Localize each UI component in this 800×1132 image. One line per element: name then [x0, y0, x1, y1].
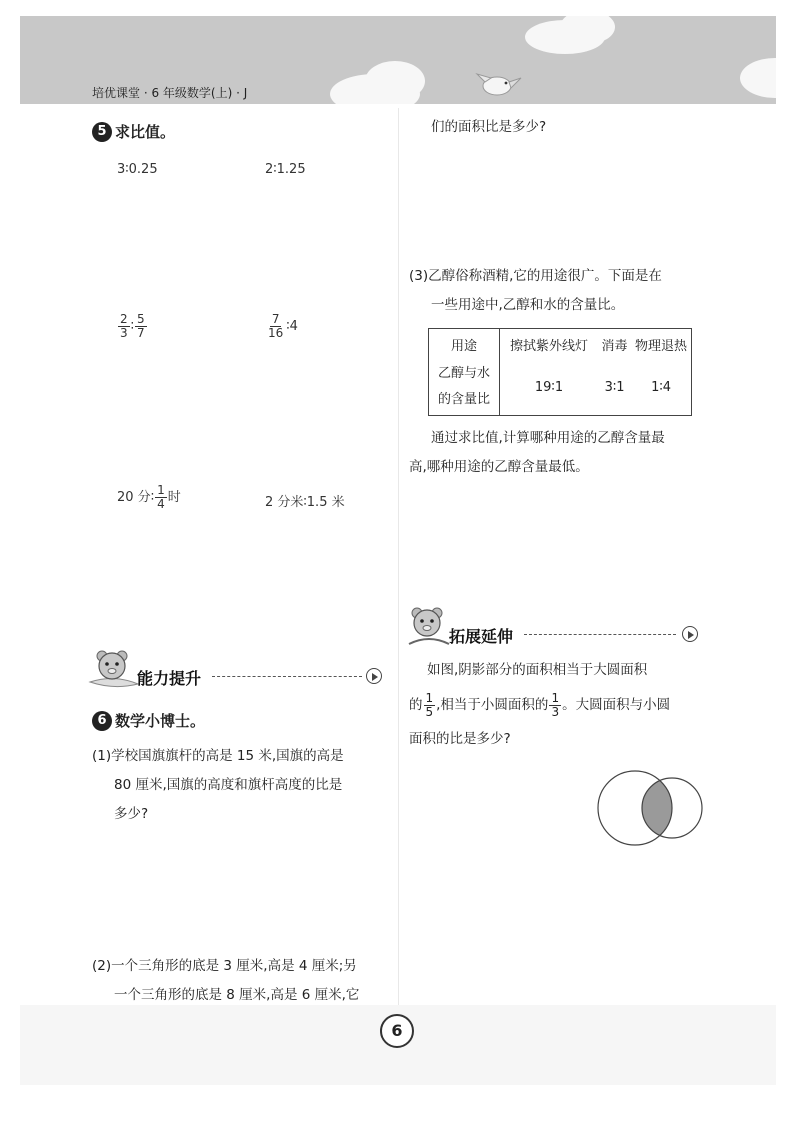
table-cell: 擦拭紫外线灯 [509, 338, 588, 354]
section-number-badge: 6 [92, 711, 112, 731]
ratio-item-1: 3∶0.25 [117, 162, 158, 177]
ratio-item-5: 20 分∶ $\frac{1}{4}$ 时 [117, 483, 181, 511]
cloud-decoration [740, 58, 776, 98]
question-2: (2)一个三角形的底是 3 厘米,高是 4 厘米;另 一个三角形的底是 8 厘米,高是 6 厘米,它 [92, 958, 360, 1003]
column-divider [398, 108, 399, 1008]
question-3-tail: 通过求比值,计算哪种用途的乙醇含量最 高,哪种用途的乙醇含量最低。 [409, 430, 665, 475]
table-cell: 消毒 [601, 338, 628, 354]
table-cell: 1∶4 [651, 379, 671, 395]
fraction: $\frac{7}{16}$ [268, 312, 284, 340]
mascot-icon [405, 604, 453, 650]
section-5-heading [92, 121, 175, 142]
fraction: $\frac{1}{5}$ [425, 690, 434, 719]
section-number-badge: 5 [92, 122, 112, 142]
ratio-item-2: 2∶1.25 [265, 162, 306, 177]
ratio-item-3: $\frac{2}{3}$ ∶ $\frac{5}{7}$ [120, 312, 145, 340]
section-title: 求比值。 [115, 123, 176, 141]
table-cell: 3∶1 [604, 379, 625, 395]
table-header-usage: 用途 [429, 329, 500, 359]
fraction: $\frac{2}{3}$ [120, 312, 128, 340]
usage-ratio-table [428, 328, 692, 416]
dashed-line [524, 634, 676, 635]
cloud-decoration [365, 61, 425, 101]
question-1: (1)学校国旗旗杆的高是 15 米,国旗的高是 80 厘米,国旗的高度和旗杆高度的比是 多少? [92, 748, 344, 822]
extension-problem: 如图,阴影部分的面积相当于大圆面积 的 $\frac{1}{5}$ ,相当于小圆面积的 $\frac{1}{3}$ 。大圆面积与小圆 面积的比是多少? [409, 662, 671, 747]
ratio-item-4: $\frac{7}{16}$ ∶4 [268, 312, 298, 340]
fraction: $\frac{1}{3}$ [551, 690, 560, 719]
fraction: $\frac{5}{7}$ [137, 312, 145, 340]
table-header-ratio: 乙醇与水 的含量比 [429, 359, 500, 415]
bird-icon [475, 68, 525, 102]
dashed-line [212, 676, 362, 677]
question-3: (3)乙醇俗称酒精,它的用途很广。下面是在 一些用途中,乙醇和水的含量比。 [409, 268, 662, 313]
overlapping-circles-figure [590, 768, 710, 848]
table-cell: 19∶1 [534, 379, 564, 395]
header-title: 培优课堂 · 6 年级数学(上) · J [92, 86, 248, 100]
play-icon [682, 626, 698, 642]
question-2-continuation: 们的面积比是多少? [431, 119, 547, 135]
table-cell: 物理退热 [635, 338, 688, 354]
play-icon [366, 668, 382, 684]
page-number: 6 [380, 1014, 414, 1048]
ratio-item-6: 2 分米∶1.5 米 [265, 495, 345, 510]
ability-banner-title: 能力提升 [137, 669, 202, 688]
fraction: $\frac{1}{4}$ [157, 483, 165, 511]
extension-banner-title: 拓展延伸 [449, 627, 514, 646]
section-6-heading [92, 710, 205, 731]
section-title: 数学小博士。 [115, 712, 206, 730]
mascot-icon [88, 646, 140, 690]
